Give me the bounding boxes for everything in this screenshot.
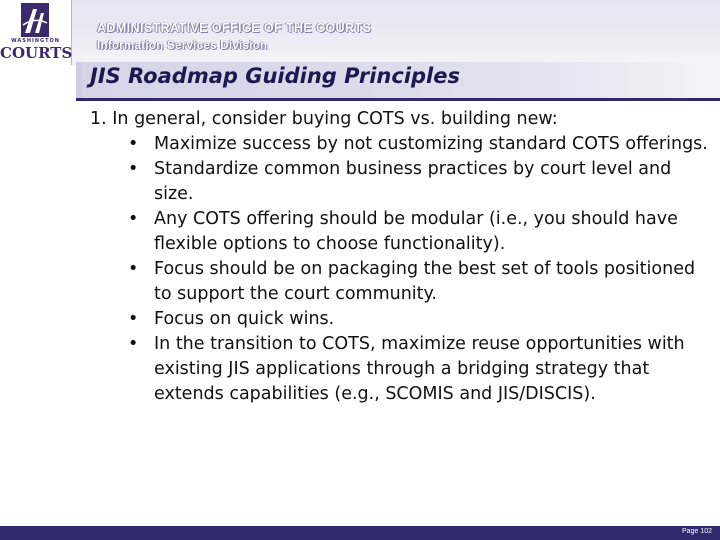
bullet-text: Any COTS offering should be modular (i.e., you should have flexible options to choose functionality). bbox=[154, 209, 678, 254]
bullet-dot-icon: • bbox=[128, 134, 139, 154]
lead-point: 1. In general, consider buying COTS vs. building new: bbox=[90, 109, 558, 129]
bullet-text: In the transition to COTS, maximize reuse opportunities with existing JIS applications through a bridging strategy that extends capabilities (e.g., SCOMIS and JIS/DISCIS). bbox=[154, 334, 685, 404]
bullet-item bbox=[90, 132, 715, 157]
bullet-text: Standardize common business practices by court level and size. bbox=[154, 159, 672, 204]
washington-courts-logo bbox=[0, 0, 72, 65]
bullet-item bbox=[90, 257, 715, 307]
bullet-list bbox=[90, 132, 715, 407]
bullet-dot-icon: • bbox=[128, 159, 139, 179]
title-underline bbox=[76, 98, 720, 101]
bullet-item bbox=[90, 207, 715, 257]
bullet-item bbox=[90, 307, 715, 332]
page-title: JIS Roadmap Guiding Principles bbox=[90, 64, 460, 88]
header-band bbox=[0, 0, 720, 65]
bullet-text: Focus should be on packaging the best set of tools positioned to support the court community. bbox=[154, 259, 696, 304]
footer-bar bbox=[0, 526, 720, 540]
logo-state-text: WASHINGTON bbox=[11, 38, 60, 44]
bullet-text: Maximize success by not customizing standard COTS offerings. bbox=[154, 134, 708, 154]
bullet-item bbox=[90, 332, 715, 407]
logo-courts-text: COURTS bbox=[0, 44, 73, 62]
courthouse-logo-icon bbox=[21, 3, 49, 37]
page-number: Page 102 bbox=[682, 528, 712, 535]
bullet-dot-icon: • bbox=[128, 309, 139, 329]
bullet-dot-icon: • bbox=[128, 209, 139, 229]
bullet-dot-icon: • bbox=[128, 259, 139, 279]
header-division: Information Services Division bbox=[97, 40, 268, 52]
bullet-dot-icon: • bbox=[128, 334, 139, 354]
slide-body bbox=[90, 107, 715, 407]
bullet-item bbox=[90, 157, 715, 207]
header-organization: ADMINISTRATIVE OFFICE OF THE COURTS bbox=[97, 21, 372, 35]
bullet-text: Focus on quick wins. bbox=[154, 309, 335, 329]
